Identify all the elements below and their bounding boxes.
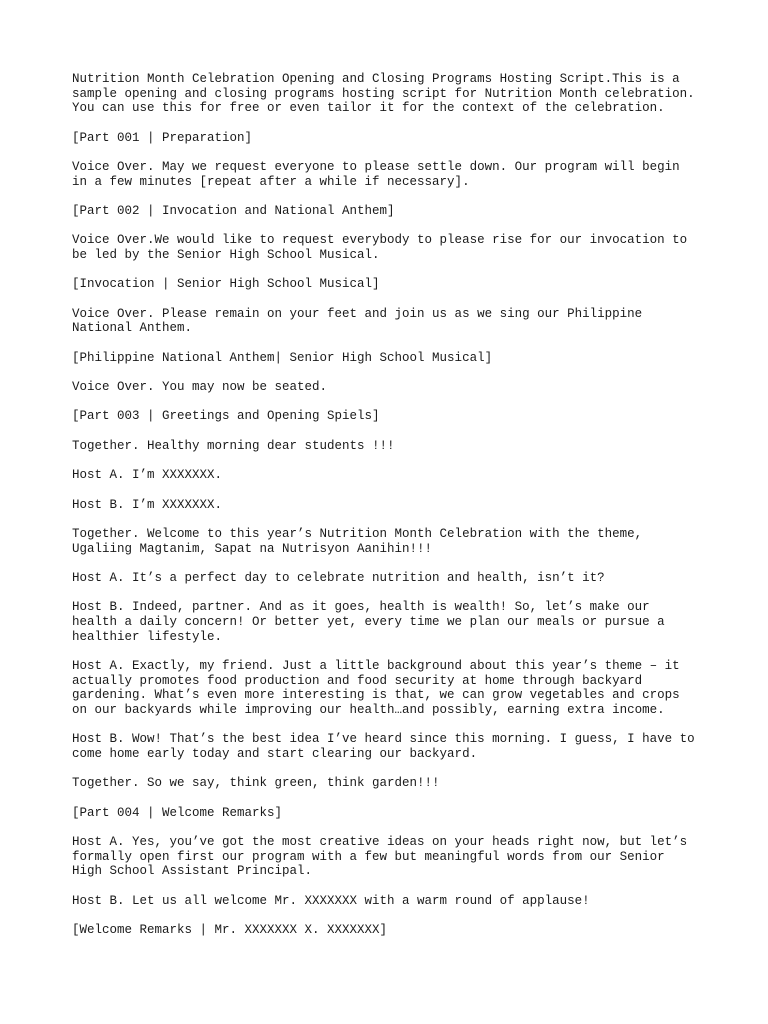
- section-heading-part-001: [Part 001 | Preparation]: [72, 130, 253, 145]
- cue-welcome-remarks: [Welcome Remarks | Mr. XXXXXXX X. XXXXXXX]: [72, 922, 388, 937]
- host-a-theme-background: Host A. Exactly, my friend. Just a little background about this year’s theme – it actually promotes food production and food security at home through backyard gardening. What’s even more interesting is that, we can grow vegetables and crops on our backyards while improving our health…and possibly, earning extra income.: [72, 659, 680, 717]
- voice-over-anthem: Voice Over. Please remain on your feet and join us as we sing our Philippine National Anthem.: [72, 306, 643, 336]
- host-b-best-idea: Host B. Wow! That’s the best idea I’ve heard since this morning. I guess, I have to come home early today and start clearing our backyard.: [72, 732, 695, 761]
- cue-invocation: [Invocation | Senior High School Musical]: [72, 277, 380, 292]
- voice-over-invocation: Voice Over.We would like to request everybody to please rise for our invocation to be led by the Senior High School Musical.: [72, 233, 688, 262]
- host-b-health-wealth: Host B. Indeed, partner. And as it goes, health is wealth! So, let’s make our health a daily concern! Or better yet, every time we plan our meals or pursue a healthier lifestyle.: [72, 600, 665, 644]
- voice-over-settle-down: Voice Over. May we request everyone to please settle down. Our program will begin in a few minutes [repeat after a while if necessary].: [72, 159, 680, 189]
- host-b-intro: Host B. I’m XXXXXXX.: [72, 497, 223, 512]
- document-page: [72, 72, 712, 952]
- together-think-green: Together. So we say, think green, think garden!!!: [72, 776, 440, 791]
- host-a-intro: Host A. I’m XXXXXXX.: [72, 468, 223, 483]
- section-heading-part-003: [Part 003 | Greetings and Opening Spiels]: [72, 409, 380, 424]
- together-greeting: Together. Healthy morning dear students !!!: [72, 438, 395, 453]
- section-heading-part-004: [Part 004 | Welcome Remarks]: [72, 805, 283, 820]
- voice-over-seated: Voice Over. You may now be seated.: [72, 380, 328, 395]
- host-a-perfect-day: Host A. It’s a perfect day to celebrate nutrition and health, isn’t it?: [72, 571, 605, 586]
- intro-paragraph: Nutrition Month Celebration Opening and Closing Programs Hosting Script.This is a sample opening and closing programs hosting script for Nutrition Month celebration. You can use this for free or even tailor it for the context of the celebration.: [72, 72, 695, 116]
- host-a-welcome-intro: Host A. Yes, you’ve got the most creative ideas on your heads right now, but let’s formally open first our program with a few but meaningful words from our Senior High School Assistant Principal.: [72, 834, 688, 879]
- cue-national-anthem: [Philippine National Anthem| Senior High School Musical]: [72, 350, 493, 365]
- section-heading-part-002: [Part 002 | Invocation and National Anthem]: [72, 203, 395, 218]
- host-b-welcome: Host B. Let us all welcome Mr. XXXXXXX with a warm round of applause!: [72, 893, 590, 908]
- together-welcome: Together. Welcome to this year’s Nutrition Month Celebration with the theme, Ugaliing Magtanim, Sapat na Nutrisyon Aanihin!!!: [72, 527, 643, 556]
